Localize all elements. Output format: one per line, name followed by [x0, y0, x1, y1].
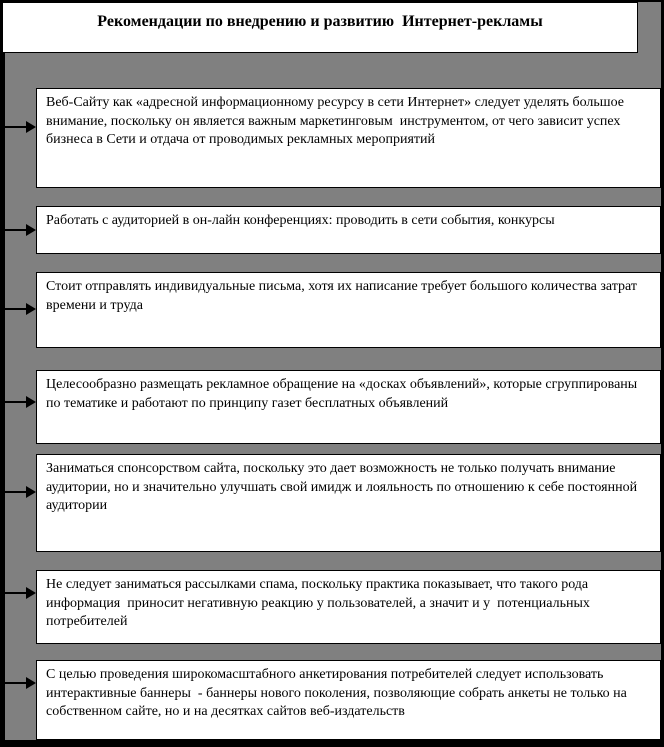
arrow-connector-5: [5, 486, 36, 498]
recommendation-box-4: [36, 370, 661, 444]
arrow-shaft: [5, 401, 27, 403]
recommendation-box-5: [36, 454, 661, 552]
recommendation-text: Работать с аудиторией в он-лайн конференциях: проводить в сети события, конкурсы: [46, 213, 555, 228]
arrow-head-icon: [26, 396, 36, 408]
recommendation-box-1: [36, 88, 661, 188]
arrow-head-icon: [26, 303, 36, 315]
recommendation-text: Заниматься спонсорством сайта, поскольку это дает возможность не только получать внимание аудитории, но и значительно улучшать свой имидж и лояльность по отношению к себе постоянной аудитории: [46, 461, 641, 513]
arrow-shaft: [5, 308, 27, 310]
arrow-head-icon: [26, 121, 36, 133]
arrow-connector-7: [5, 677, 36, 689]
arrow-shaft: [5, 682, 27, 684]
recommendation-box-2: [36, 206, 661, 254]
arrow-shaft: [5, 592, 27, 594]
arrow-head-icon: [26, 587, 36, 599]
arrow-head-icon: [26, 677, 36, 689]
arrow-shaft: [5, 126, 27, 128]
arrow-shaft: [5, 229, 27, 231]
recommendation-text: Стоит отправлять индивидуальные письма, хотя их написание требует большого количества затрат времени и труда: [46, 279, 641, 313]
diagram-title-box: [2, 2, 638, 53]
recommendation-text: С целью проведения широкомасштабного анкетирования потребителей следует использовать интерактивные баннеры - баннеры нового поколения, позволяющие собрать анкеты не только на собственном сайте, но и на десятках сайтов веб-издательств: [46, 667, 631, 719]
recommendation-box-7: [36, 660, 661, 740]
arrow-connector-4: [5, 396, 36, 408]
recommendation-text: Не следует заниматься рассылками спама, поскольку практика показывает, что такого рода информация приносит негативную реакцию у пользователей, а значит и у потенциальных потребителей: [46, 577, 594, 629]
arrow-head-icon: [26, 486, 36, 498]
recommendation-box-6: [36, 570, 661, 644]
frame-border-bottom: [0, 740, 664, 747]
arrow-head-icon: [26, 224, 36, 236]
arrow-connector-3: [5, 303, 36, 315]
recommendation-text: Веб-Сайту как «адресной информационному ресурсу в сети Интернет» следует уделять большое внимание, поскольку он является важным маркетинговым инструментом, от чего зависит успех бизнеса в Сети и отдача от проводимых рекламных мероприятий: [46, 95, 628, 147]
diagram-title: Рекомендации по внедрению и развитию Интернет-рекламы: [97, 13, 543, 30]
arrow-connector-1: [5, 121, 36, 133]
recommendation-text: Целесообразно размещать рекламное обращение на «досках объявлений», которые сгруппированы по тематике и работают по принципу газет бесплатных объявлений: [46, 377, 645, 411]
recommendation-box-3: [36, 272, 661, 348]
arrow-shaft: [5, 491, 27, 493]
arrow-connector-2: [5, 224, 36, 236]
arrow-connector-6: [5, 587, 36, 599]
